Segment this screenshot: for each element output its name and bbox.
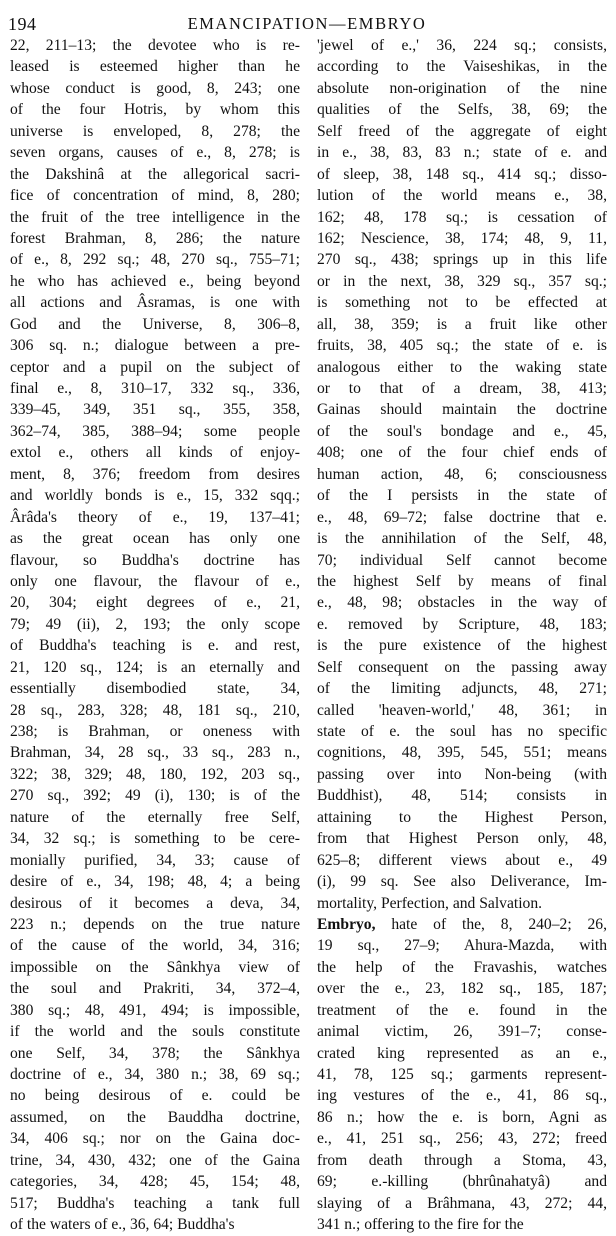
index-line-text: 20, 304; eight degrees of e., 21, xyxy=(10,594,300,612)
index-line xyxy=(317,1150,607,1171)
index-line-text: is the pure existence of the highest xyxy=(317,637,607,655)
index-line xyxy=(317,1000,607,1021)
index-line xyxy=(10,935,300,956)
index-line xyxy=(317,442,607,463)
index-line-text: 'jewel of e.,' 36, 224 sq.; consists, xyxy=(317,37,607,54)
index-line-text: Buddhist), 48, 514; consists in xyxy=(317,787,607,805)
index-line-text: e., 48, 98; obstacles in the way of xyxy=(317,594,607,612)
index-line-text: ment, 8, 376; freedom from desires xyxy=(10,465,300,483)
index-line-text: 362–74, 385, 388–94; some people xyxy=(10,422,300,440)
index-line-text: absolute non-origination of the nine xyxy=(317,79,607,97)
index-line-text: of the four Hotris, by whom this xyxy=(10,101,300,119)
index-line-text: in e., 38, 83, 83 n.; state of e. and xyxy=(317,144,607,162)
index-line-text: Ârâda's theory of e., 19, 137–41; xyxy=(10,508,300,526)
index-line xyxy=(10,314,300,335)
index-line-text: ing vestures of the e., 41, 86 sq., xyxy=(317,1087,607,1105)
index-line xyxy=(317,56,607,77)
index-line-text: seven organs, causes of e., 8, 278; is xyxy=(10,144,300,162)
index-line-text: or to that of a dream, 38, 413; xyxy=(317,380,607,397)
index-line-text: 223 n.; depends on the true nature xyxy=(10,915,300,933)
index-line xyxy=(317,528,607,549)
index-line xyxy=(317,35,607,56)
index-line-text: God and the Universe, 8, 306–8, xyxy=(10,315,300,333)
index-line xyxy=(317,1043,607,1064)
index-line-text: of Buddha's teaching is e. and rest, xyxy=(10,637,300,655)
index-line xyxy=(10,764,300,785)
index-line xyxy=(317,485,607,506)
index-line-text: 625–8; different views about e., 49 xyxy=(317,851,607,869)
index-line xyxy=(317,592,607,613)
index-line xyxy=(10,507,300,528)
index-line xyxy=(10,1043,300,1064)
index-line-text: the highest Self by means of final xyxy=(317,572,607,590)
index-line-text: assumed, on the Bauddha doctrine, xyxy=(10,1108,300,1126)
index-line xyxy=(317,121,607,142)
index-line-text: leased is esteemed higher than he xyxy=(10,58,300,76)
index-line-text: 322; 38, 329; 48, 180, 192, 203 sq., xyxy=(10,765,300,783)
index-line xyxy=(317,357,607,378)
index-line xyxy=(317,399,607,420)
index-line xyxy=(10,421,300,442)
index-line-text: of sleep, 38, 148 sq., 414 sq.; disso- xyxy=(317,165,607,183)
index-line xyxy=(10,1085,300,1106)
index-line xyxy=(317,828,607,849)
index-line xyxy=(10,1107,300,1128)
index-line-text: Self freed of the aggregate of eight xyxy=(317,122,607,140)
index-line-text: impossible on the Sânkhya view of xyxy=(10,958,300,976)
index-line-text: 162; 48, 178 sq.; is cessation of xyxy=(317,208,607,226)
index-line-text: attaining to the Highest Person, xyxy=(317,808,607,826)
index-line xyxy=(317,335,607,356)
index-line xyxy=(10,78,300,99)
index-line-text: fice of concentration of mind, 8, 280; xyxy=(10,187,300,205)
index-line-text: 70; individual Self cannot become xyxy=(317,551,607,569)
index-column-left xyxy=(10,35,300,1236)
index-line-text: or in the next, 38, 329 sq., 357 sq.; xyxy=(317,272,607,290)
index-line-text: the Dakshinâ at the allegorical sacri- xyxy=(10,165,300,183)
index-line-text: of the soul's bondage and e., 45, xyxy=(317,422,607,440)
index-line xyxy=(317,228,607,249)
index-line xyxy=(10,528,300,549)
index-line-text: 28 sq., 283, 328; 48, 181 sq., 210, xyxy=(10,701,300,719)
index-line xyxy=(10,35,300,56)
index-line-text: whose conduct is good, 8, 243; one xyxy=(10,79,300,97)
index-line-text: from that Highest Person only, 48, xyxy=(317,830,607,848)
index-line xyxy=(10,1171,300,1192)
index-line xyxy=(10,1214,300,1235)
index-line xyxy=(10,721,300,742)
index-line-text: e. removed by Scripture, 48, 183; xyxy=(317,615,607,633)
index-line xyxy=(10,550,300,571)
index-line-text: state of e. the soul has no specific xyxy=(317,723,607,740)
index-line-text: slaying of a Brâhmana, 43, 272; 44, xyxy=(317,1194,607,1212)
index-line-text: from death through a Stoma, 43, xyxy=(317,1151,607,1169)
index-line xyxy=(10,828,300,849)
index-line-text: the soul and Prakriti, 34, 372–4, xyxy=(10,980,300,998)
index-line-text: passing over into Non-being (with xyxy=(317,765,607,783)
index-line-text: crated king represented as an e., xyxy=(317,1044,607,1062)
index-line-text: cognitions, 48, 395, 545, 551; means xyxy=(317,744,607,762)
index-line-text: the fruit of the tree intelligence in the xyxy=(10,208,300,226)
index-line xyxy=(317,1214,607,1235)
index-line xyxy=(317,507,607,528)
index-line xyxy=(10,185,300,206)
index-line xyxy=(10,292,300,313)
index-line xyxy=(317,464,607,485)
index-headword: Embryo, xyxy=(317,915,376,933)
index-line-text: fruits, 38, 405 sq.; the state of e. is xyxy=(317,337,607,355)
index-line xyxy=(10,850,300,871)
index-line xyxy=(317,1021,607,1042)
index-line xyxy=(317,292,607,313)
index-line-text: forest Brahman, 8, 286; the nature xyxy=(10,229,300,247)
index-line xyxy=(317,893,607,914)
index-line xyxy=(317,421,607,442)
index-line-text: desirous of it becomes a deva, 34, xyxy=(10,894,300,912)
index-line xyxy=(10,1128,300,1149)
index-line xyxy=(10,485,300,506)
index-line xyxy=(10,785,300,806)
index-line xyxy=(317,871,607,892)
index-line-text: universe is enveloped, 8, 278; the xyxy=(10,122,300,140)
index-line-text: 270 sq., 392; 49 (i), 130; is of the xyxy=(10,787,300,805)
index-line-text: 270 sq., 438; springs up in this life xyxy=(317,251,607,269)
index-line-text: nature of the eternally free Self, xyxy=(10,808,300,826)
index-line xyxy=(317,249,607,270)
index-line xyxy=(317,1107,607,1128)
index-line-text: desire of e., 34, 198; 48, 4; a being xyxy=(10,873,300,891)
index-line xyxy=(10,1000,300,1021)
index-line xyxy=(317,99,607,120)
index-line-text: 408; one of the four chief ends of xyxy=(317,444,607,462)
index-line-text: and worldly bonds is e., 15, 332 sqq.; xyxy=(10,487,300,505)
index-line-text: treatment of the e. found in the xyxy=(317,1001,607,1019)
index-line-text: lution of the world means e., 38, xyxy=(317,187,607,205)
index-line-text: of e., 8, 292 sq.; 48, 270 sq., 755–71; xyxy=(10,251,300,269)
index-column-right xyxy=(317,35,607,1236)
index-line-text: 517; Buddha's teaching a tank full xyxy=(10,1194,300,1212)
index-line xyxy=(10,1021,300,1042)
index-line xyxy=(10,893,300,914)
index-line xyxy=(317,935,607,956)
index-line xyxy=(317,314,607,335)
index-line xyxy=(10,399,300,420)
index-line xyxy=(317,271,607,292)
index-line xyxy=(317,207,607,228)
index-line-text: 341 n.; offering to the fire for the xyxy=(317,1216,524,1234)
index-line xyxy=(10,442,300,463)
index-line-text: 21, 120 sq., 124; is an eternally and xyxy=(10,658,300,676)
index-line-text: no being desirous of e. could be xyxy=(10,1087,300,1105)
index-line-text: Self consequent on the passing away xyxy=(317,658,607,676)
index-line xyxy=(10,957,300,978)
index-line-text: 69; e.-killing (bhrûnahatyâ) and xyxy=(317,1173,607,1191)
index-line xyxy=(10,142,300,163)
index-line-text: 238; is Brahman, or oneness with xyxy=(10,723,300,740)
index-line xyxy=(10,657,300,678)
index-line xyxy=(317,785,607,806)
index-line-text: ceptor and a pupil on the subject of xyxy=(10,358,300,376)
index-line xyxy=(10,807,300,828)
index-line-text: e., 41, 251 sq., 256; 43, 272; freed xyxy=(317,1130,607,1148)
index-line xyxy=(317,1064,607,1085)
page-number: 194 xyxy=(8,14,37,34)
index-line-text: if the world and the souls constitute xyxy=(10,1023,300,1041)
index-line xyxy=(317,550,607,571)
index-line-text: qualities of the Selfs, 38, 69; the xyxy=(317,101,607,119)
index-line xyxy=(317,742,607,763)
index-line xyxy=(317,721,607,742)
index-line xyxy=(10,164,300,185)
index-line-text: categories, 34, 428; 45, 154; 48, xyxy=(10,1173,300,1191)
index-line-text: 306 sq. n.; dialogue between a pre- xyxy=(10,337,300,355)
index-line-text: flavour, so Buddha's doctrine has xyxy=(10,551,300,569)
index-line xyxy=(317,764,607,785)
index-line xyxy=(317,1171,607,1192)
index-line-text: of the cause of the world, 34, 316; xyxy=(10,937,300,955)
index-line xyxy=(317,1193,607,1214)
index-line xyxy=(10,335,300,356)
index-line xyxy=(10,871,300,892)
index-line-text: according to the Vaiseshikas, in the xyxy=(317,58,607,76)
index-line xyxy=(10,571,300,592)
index-line xyxy=(10,978,300,999)
index-line xyxy=(317,614,607,635)
index-line-text: called 'heaven-world,' 48, 361; in xyxy=(317,701,607,719)
index-line xyxy=(10,1150,300,1171)
index-line-text: of the waters of e., 36, 64; Buddha's xyxy=(10,1216,235,1234)
index-line-text: 19 sq., 27–9; Ahura-Mazda, with xyxy=(317,937,607,955)
index-line-text: the help of the Fravashis, watches xyxy=(317,958,607,976)
index-line-text: one Self, 34, 378; the Sânkhya xyxy=(10,1044,300,1062)
index-line-text: over the e., 23, 182 sq., 185, 187; xyxy=(317,980,607,998)
index-line xyxy=(317,1128,607,1149)
index-line-text: monially purified, 34, 33; cause of xyxy=(10,851,300,869)
index-line-text: trine, 34, 430, 432; one of the Gaina xyxy=(10,1151,300,1169)
index-line xyxy=(10,207,300,228)
index-line xyxy=(317,700,607,721)
index-line xyxy=(317,678,607,699)
index-line xyxy=(10,357,300,378)
index-line xyxy=(317,957,607,978)
index-line-text: extol e., others all kinds of enjoy- xyxy=(10,444,300,462)
index-line-text: 34, 406 sq.; nor on the Gaina doc- xyxy=(10,1130,300,1148)
index-line-text: 22, 211–13; the devotee who is re- xyxy=(10,37,300,54)
index-line xyxy=(317,657,607,678)
index-line-text: he who has achieved e., being beyond xyxy=(10,272,300,290)
index-line xyxy=(10,121,300,142)
index-line xyxy=(10,635,300,656)
index-line xyxy=(10,614,300,635)
index-line-text: human action, 48, 6; consciousness xyxy=(317,465,607,483)
index-line-text: final e., 8, 310–17, 332 sq., 336, xyxy=(10,380,300,397)
index-line-text: 162; Nescience, 38, 174; 48, 9, 11, xyxy=(317,229,607,247)
index-line xyxy=(317,807,607,828)
index-line xyxy=(10,271,300,292)
index-line xyxy=(10,228,300,249)
index-line xyxy=(10,592,300,613)
index-line-text: 380 sq.; 48, 491, 494; is impossible, xyxy=(10,1001,300,1019)
index-line-text: animal victim, 26, 391–7; conse- xyxy=(317,1023,607,1041)
index-line xyxy=(317,142,607,163)
index-line xyxy=(317,1085,607,1106)
index-line-text: is something not to be effected at xyxy=(317,294,607,312)
index-line-text: as the great ocean has only one xyxy=(10,530,300,548)
index-line xyxy=(10,1193,300,1214)
index-line-text: 339–45, 349, 351 sq., 355, 358, xyxy=(10,401,300,419)
running-head: EMANCIPATION—EMBRYO xyxy=(187,14,427,33)
index-line-text: 86 n.; how the e. is born, Agni as xyxy=(317,1108,607,1126)
index-line-text: (i), 99 sq. See also Deliverance, Im- xyxy=(317,873,607,891)
index-line-text: analogous either to the waking state xyxy=(317,358,607,376)
index-line-text: hate of the, 8, 240–2; 26, xyxy=(391,915,607,933)
index-line xyxy=(10,700,300,721)
index-line xyxy=(317,914,607,935)
index-line-text: all actions and Âsramas, is one with xyxy=(10,294,300,312)
index-line-text: essentially disembodied state, 34, xyxy=(10,680,300,698)
index-line xyxy=(10,56,300,77)
index-line-text: mortality, Perfection, and Salvation. xyxy=(317,894,543,912)
index-line xyxy=(10,914,300,935)
index-line-text: of the I persists in the state of xyxy=(317,487,607,505)
index-line-text: Gainas should maintain the doctrine xyxy=(317,401,607,419)
index-line xyxy=(317,378,607,399)
index-line-text: only one flavour, the flavour of e., xyxy=(10,572,300,590)
index-line xyxy=(10,678,300,699)
index-line-text: of the limiting adjuncts, 48, 271; xyxy=(317,680,607,698)
index-line xyxy=(317,164,607,185)
index-line xyxy=(10,1064,300,1085)
index-line xyxy=(317,635,607,656)
index-line-text: 79; 49 (ii), 2, 193; the only scope xyxy=(10,615,300,633)
index-line xyxy=(317,78,607,99)
index-line xyxy=(10,378,300,399)
index-line-text: doctrine of e., 34, 380 n.; 38, 69 sq.; xyxy=(10,1066,300,1083)
index-line-text: 34, 32 sq.; is something to be cere- xyxy=(10,830,300,848)
index-line xyxy=(317,571,607,592)
index-line-text: e., 48, 69–72; false doctrine that e. xyxy=(317,508,607,526)
index-line-text: Brahman, 34, 28 sq., 33 sq., 283 n., xyxy=(10,744,300,762)
index-line-text: all, 38, 359; is a fruit like other xyxy=(317,315,607,333)
index-line-text: 41, 78, 125 sq.; garments represent- xyxy=(317,1066,607,1083)
index-line xyxy=(317,978,607,999)
index-line xyxy=(317,185,607,206)
index-line xyxy=(10,99,300,120)
index-line-text: is the annihilation of the Self, 48, xyxy=(317,530,607,548)
index-line xyxy=(10,249,300,270)
index-line xyxy=(10,464,300,485)
index-line xyxy=(317,850,607,871)
index-line xyxy=(10,742,300,763)
